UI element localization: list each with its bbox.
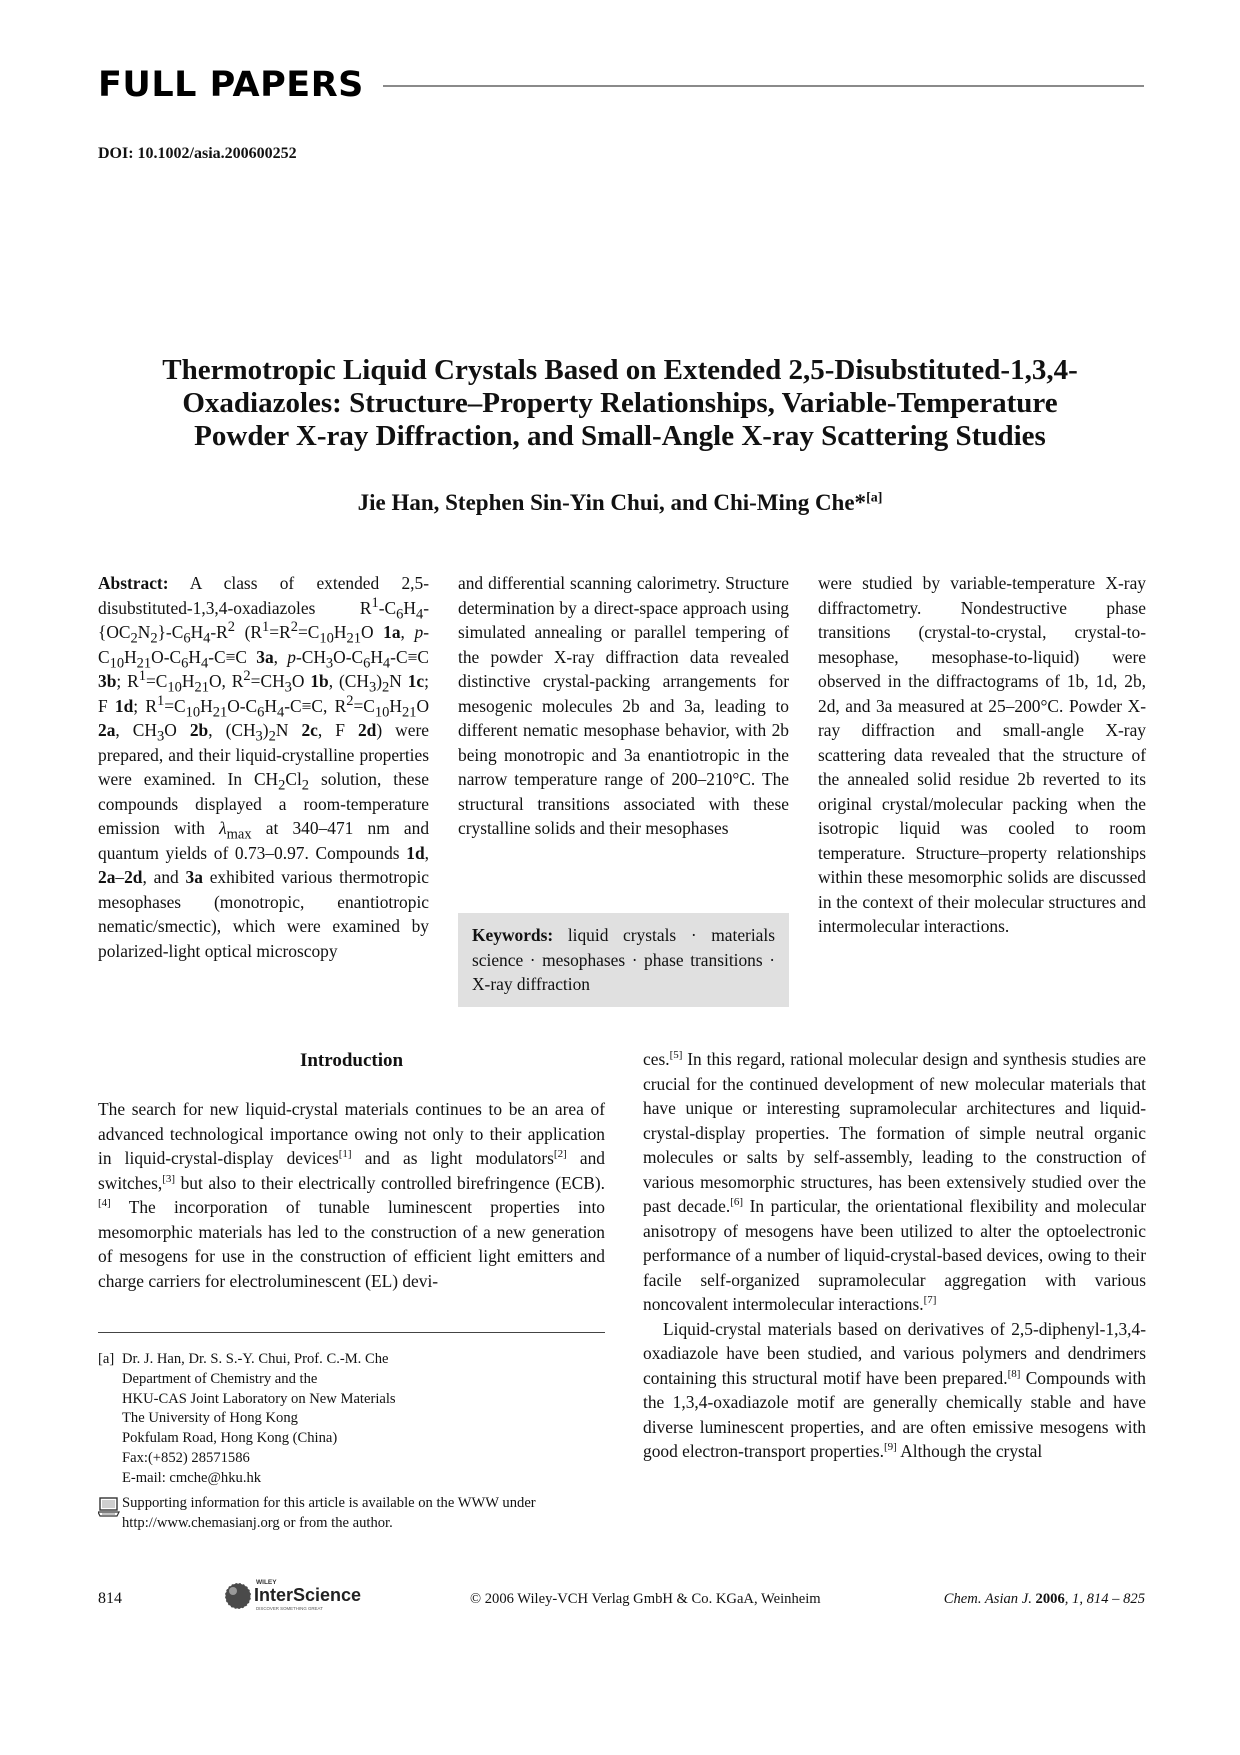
body-column-1: The search for new liquid-crystal materials continues to be an area of advanced technological importance owing not only to their application in liquid-crystal-display devices[1] and as light modulators[2] and switches,[3] but also to their electrically controlled birefringence (ECB).[4] The incorporation of tunable luminescent properties into mesomorphic materials has led to the construction of a new generation of mesogens for use in the construction of efficient light emitters and charge carriers for electroluminescent (EL) devi- — [98, 1099, 605, 1291]
abstract-column-3 — [818, 571, 1146, 939]
affiliation-line: Fax:(+852) 28571586 — [122, 1449, 250, 1466]
title-line-2: Oxadiazoles: Structure–Property Relationships, Variable-Temperature — [182, 387, 1058, 419]
journal-volume-pages: , 1, 814 – 825 — [1064, 1591, 1145, 1607]
keywords-box — [458, 913, 789, 1007]
author-affiliation-mark: [a] — [866, 490, 883, 506]
keywords-label: Keywords: — [472, 925, 554, 945]
logo-tagline: DISCOVER SOMETHING GREAT — [256, 1606, 323, 1611]
supporting-info-text: Supporting information for this article is available on the WWW under http://www.chemasianj.org or from the author. — [122, 1495, 536, 1531]
journal-reference — [944, 1591, 1145, 1608]
abstract-text-3: were studied by variable-temperature X-ray diffractometry. Nondestructive phase transitions (crystal-to-crystal, crystal-to-mesophase, mesophase-to-liquid) were observed in the diffractograms of 1b, 1d, 2b, 2d, and 3a measured at 25–200°C. Powder X-ray diffraction and small-angle X-ray scattering data revealed that the structure of the annealed solid residue 2b reverted to its original crystal/molecular packing when the isotropic liquid was cooled to room temperature. Structure–property relationships within these mesomorphic solids are discussed in the context of their molecular structures and intermolecular interactions. — [818, 573, 1146, 936]
keywords-text: liquid crystals · materials science · mesophases · phase transitions · X-ray diffraction — [472, 925, 775, 994]
affiliation-rule — [98, 1332, 605, 1333]
doi[interactable]: DOI: 10.1002/asia.200600252 — [98, 145, 297, 162]
logo-brand: InterScience — [254, 1585, 362, 1605]
body-column-2: ces.[5] In this regard, rational molecular design and synthesis studies are crucial for the continued development of new molecular materials that have unique or interesting supramolecular architectures and liquid-crystal-display properties. The formation of simple neutral organic molecules or salts by self-assembly, leading to the construction of various mesomorphic structures, has been extensively studied over the past decade.[6] In particular, the orientational flexibility and molecular anisotropy of mesogens have been utilized to alter the optoelectronic performance of a number of liquid-crystal-based devices, owing to their facile self-organized supramolecular aggregation with various noncovalent intermolecular interactions.[7] Liquid-crystal materials based on derivatives of 2,5-diphenyl-1,3,4-oxadiazole have been studied, and various polymers and dendrimers containing this structural motif have been prepared.[8] Compounds with the 1,3,4-oxadiazole motif are generally chemically stable and have diverse luminescent properties, and are often emissive mesogens with good electron-transport properties.[9] Although the crystal — [643, 1049, 1146, 1461]
title-line-3: Powder X-ray Diffraction, and Small-Angle X-ray Scattering Studies — [194, 420, 1046, 452]
abstract-column-1: Abstract: A class of extended 2,5-disubstituted-1,3,4-oxadiazoles $R^1-C_6H_4-\{OC_2N_2\}-C_6H_4-R^2$ ($R^1=R^2=C_{10}H_{21}O$ 1a, $p-C_{10}H_{21}O-C_6H_4-C\equiv C$ 3a, $p-CH_3O-C_6H_4-C\equiv C$ 3b; $R^1=C_{10}H_{21}O$, $R^2=CH_3O$ 1b, $(CH_3)_2N$ 1c; F 1d; $R^1=C_{10}H_{21}O-C_6H_4-C\equiv C$, $R^2=C_{10}H_{21}O$ 2a, $CH_3O$ 2b, $(CH_3)_2N$ 2c, F 2d) were prepared, and their liquid-crystalline properties were examined. In $CH_2Cl_2$ solution, these compounds displayed a room-temperature emission with $\lambda_{max}$ at 340–471 nm and quantum yields of 0.73–0.97. Compounds 1d, 2a–2d, and 3a exhibited various thermotropic mesophases (monotropic, enantiotropic nematic/smectic), which were examined by polarized-light optical microscopy — [98, 573, 430, 961]
affiliation-mark: [a] — [98, 1351, 115, 1367]
copyright: © 2006 Wiley-VCH Verlag GmbH & Co. KGaA, Weinheim — [470, 1591, 821, 1607]
wiley-interscience-logo — [218, 1574, 378, 1616]
article-title — [100, 354, 1140, 453]
section-label: FULL PAPERS — [98, 65, 364, 105]
journal-year: 2006 — [1035, 1591, 1065, 1607]
affiliation-line: Department of Chemistry and the — [122, 1370, 318, 1387]
computer-icon — [98, 1496, 120, 1518]
affiliation-line: Dr. J. Han, Dr. S. S.-Y. Chui, Prof. C.-M. Che — [122, 1351, 389, 1367]
header-rule — [383, 85, 1144, 87]
title-line-1: Thermotropic Liquid Crystals Based on Extended 2,5-Disubstituted-1,3,4- — [162, 354, 1078, 386]
abstract-text-2: and differential scanning calorimetry. Structure determination by a direct-space approach using simulated annealing or parallel tempering of the powder X-ray diffraction data revealed distinctive crystal-packing arrangements for mesogenic molecules 2b and 3a, leading to different nematic mesophase behavior, with 2b being monotropic and 3a enantiotropic in the narrow temperature range of 200–210°C. The structural transitions associated with these crystalline solids and their mesophases — [458, 573, 789, 838]
affiliation-lines — [122, 1350, 396, 1489]
affiliation-line: Pokfulam Road, Hong Kong (China) — [122, 1430, 338, 1447]
page-number: 814 — [98, 1590, 122, 1607]
affiliation-line: The University of Hong Kong — [122, 1410, 298, 1427]
journal-name: Chem. Asian J. — [943, 1591, 1032, 1607]
affiliation-line: HKU-CAS Joint Laboratory on New Materials — [122, 1390, 396, 1407]
abstract-column-2 — [458, 571, 789, 841]
affiliation-email[interactable]: E-mail: cmche@hku.hk — [122, 1469, 262, 1486]
authors: Jie Han, Stephen Sin-Yin Chui, and Chi-Ming Che* — [357, 490, 867, 515]
abstract-label: Abstract: — [98, 573, 169, 593]
author-list — [100, 490, 1140, 516]
introduction-heading: Introduction — [299, 1050, 404, 1071]
logo-publisher: WILEY — [256, 1579, 277, 1586]
